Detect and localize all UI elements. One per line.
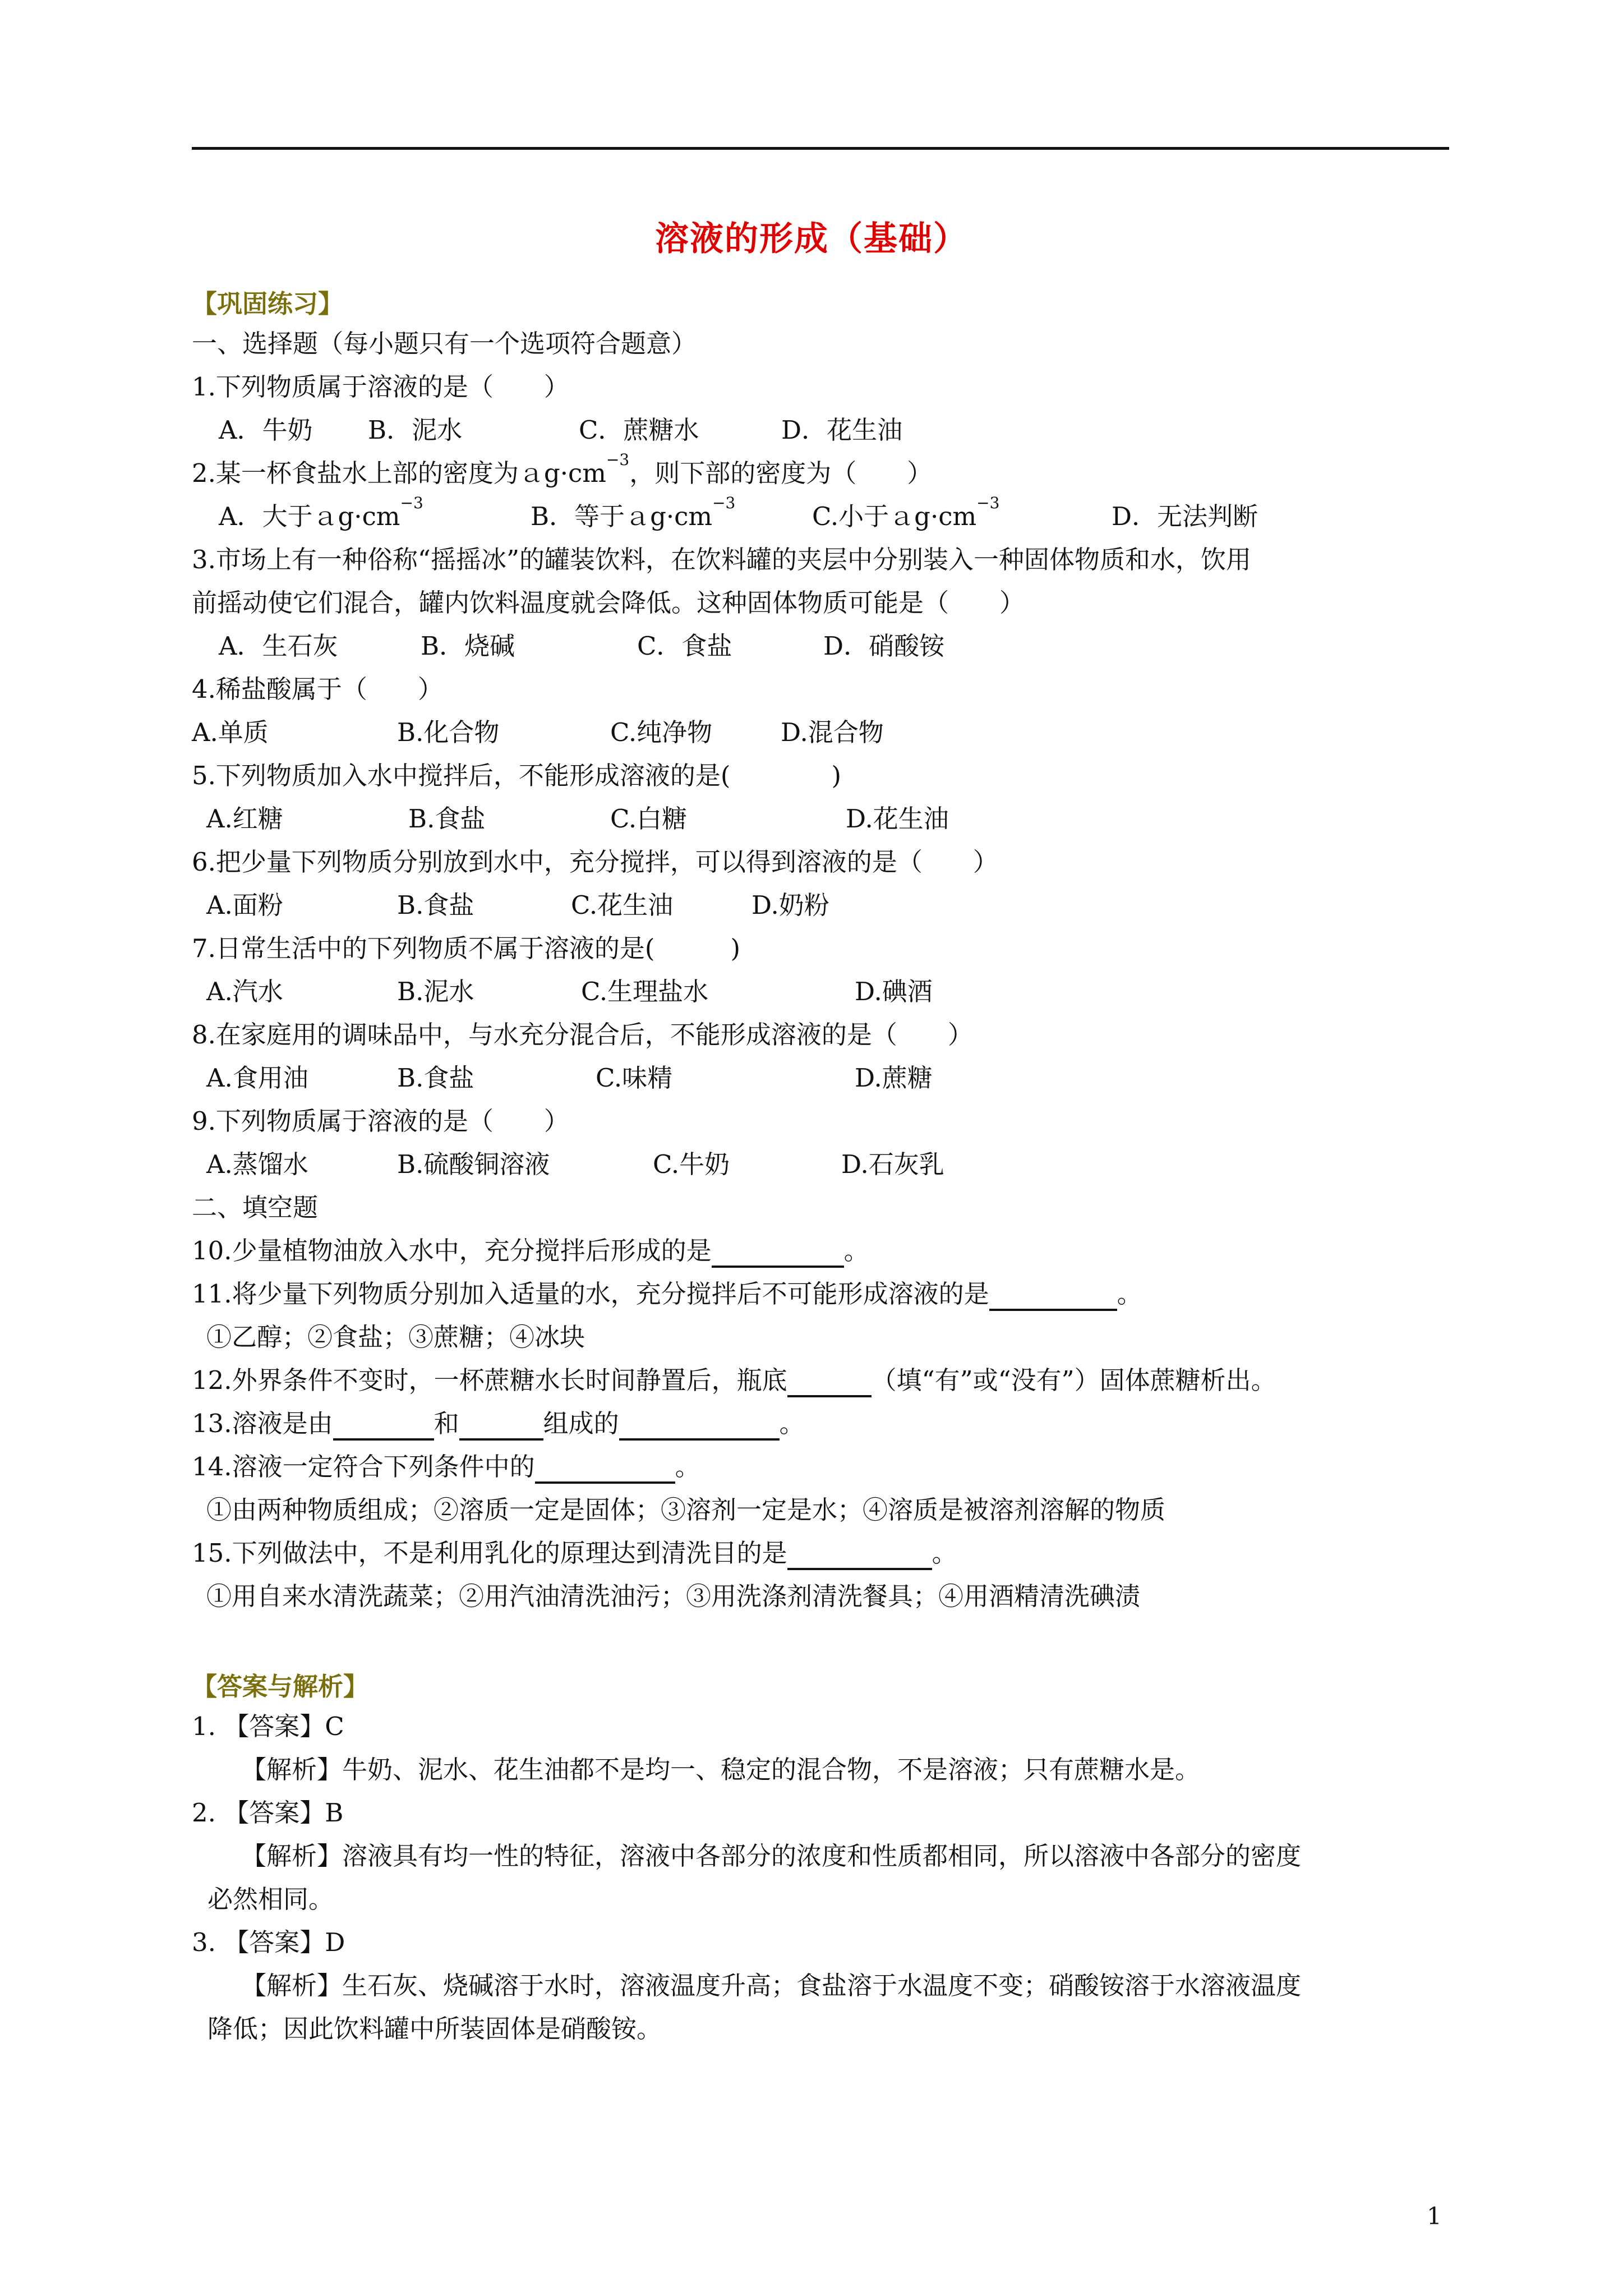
- q11-blank: [989, 1282, 1117, 1311]
- section2-heading: 二、填空题: [192, 1193, 319, 1222]
- q11: 11.将少量下列物质分别加入适量的水，充分搅拌后不可能形成溶液的是 。: [192, 1277, 1142, 1311]
- q9-option-d: D.石灰乳: [841, 1149, 944, 1179]
- q13-blank-2: [459, 1411, 543, 1441]
- q7-option-b: B.泥水: [397, 977, 474, 1006]
- q15-blank: [787, 1541, 932, 1570]
- explanation-3-line1: 【解析】生石灰、烧碱溶于水时，溶液温度升高；食盐溶于水温度不变；硝酸铵溶于水溶液温度: [241, 1971, 1302, 2000]
- q8-option-a: A.食用油: [206, 1063, 308, 1093]
- q4-option-d: D.混合物: [781, 717, 884, 747]
- q13: 13.溶液是由 和 组成的 。: [192, 1407, 805, 1441]
- q8-stem: 8.在家庭用的调味品中，与水充分混合后，不能形成溶液的是（ ）: [192, 1020, 973, 1050]
- q9-option-b: B.硫酸铜溶液: [397, 1149, 550, 1179]
- answers-header: 【答案与解析】: [192, 1672, 369, 1701]
- q6-stem: 6.把少量下列物质分别放到水中，充分搅拌，可以得到溶液的是（ ）: [192, 847, 998, 877]
- q14-blank: [535, 1455, 675, 1484]
- q6-option-c: C.花生油: [571, 890, 674, 920]
- q14-choices: ①由两种物质组成；②溶质一定是固体；③溶剂一定是水；④溶质是被溶剂溶解的物质: [206, 1495, 1166, 1525]
- q13-blank-1: [333, 1411, 434, 1441]
- q3-option-c: C．食盐: [637, 631, 732, 661]
- section1-heading: 一、选择题（每小题只有一个选项符合题意）: [192, 329, 697, 358]
- q6-option-d: D.奶粉: [751, 890, 829, 920]
- q9-stem: 9.下列物质属于溶液的是（ ）: [192, 1106, 569, 1136]
- q12-blank: [787, 1368, 872, 1397]
- q8-option-c: C.味精: [596, 1063, 673, 1093]
- q7-stem: 7.日常生活中的下列物质不属于溶液的是( ): [192, 933, 741, 963]
- answer-1: 1. 【答案】C: [192, 1711, 344, 1741]
- q9-option-c: C.牛奶: [653, 1149, 730, 1179]
- q5-option-b: B.食盐: [408, 804, 486, 834]
- q5-stem: 5.下列物质加入水中搅拌后，不能形成溶液的是( ): [192, 761, 842, 790]
- q13-blank-3: [619, 1411, 780, 1441]
- q14: 14.溶液一定符合下列条件中的 。: [192, 1450, 700, 1484]
- q6-option-b: B.食盐: [397, 890, 474, 920]
- q1-option-c: C．蔗糖水: [579, 415, 699, 445]
- q3-line2: 前摇动使它们混合，罐内饮料温度就会降低。这种固体物质可能是（ ）: [192, 588, 1025, 618]
- q8-option-b: B.食盐: [397, 1063, 474, 1093]
- q1-option-a: A．牛奶: [219, 415, 313, 445]
- explanation-2-line2: 必然相同。: [208, 1884, 334, 1914]
- q3-line1: 3.市场上有一种俗称“摇摇冰”的罐装饮料，在饮料罐的夹层中分别装入一种固体物质和水，饮用: [192, 545, 1251, 574]
- q7-option-c: C.生理盐水: [581, 977, 709, 1006]
- q10-blank: [712, 1239, 844, 1268]
- q7-option-a: A.汽水: [206, 977, 283, 1006]
- page-title: 溶液的形成（基础）: [655, 219, 968, 259]
- q4-option-c: C.纯净物: [610, 717, 713, 747]
- q2-option-b: B．等于$ag\cdot cm^{-3}$: [531, 494, 736, 531]
- practice-header: 【巩固练习】: [192, 289, 344, 319]
- q2-option-d: D．无法判断: [1112, 501, 1258, 531]
- q10: 10.少量植物油放入水中，充分搅拌后形成的是 。: [192, 1234, 869, 1268]
- q4-option-b: B.化合物: [397, 717, 500, 747]
- explanation-2-line1: 【解析】溶液具有均一性的特征，溶液中各部分的浓度和性质都相同，所以溶液中各部分的密度: [241, 1841, 1302, 1871]
- q5-option-c: C.白糖: [610, 804, 688, 834]
- q9-option-a: A.蒸馏水: [206, 1149, 308, 1179]
- q1-option-b: B．泥水: [368, 415, 463, 445]
- q8-option-d: D.蔗糖: [855, 1063, 933, 1093]
- q1-stem: 1.下列物质属于溶液的是（ ）: [192, 372, 569, 402]
- q15: 15.下列做法中，不是利用乳化的原理达到清洗目的是 。: [192, 1536, 957, 1570]
- q12: 12.外界条件不变时，一杯蔗糖水长时间静置后，瓶底 （填“有”或“没有”）固体蔗糖析出。: [192, 1364, 1276, 1397]
- q3-option-a: A．生石灰: [219, 631, 338, 661]
- q6-option-a: A.面粉: [206, 890, 283, 920]
- q5-option-d: D.花生油: [846, 804, 949, 834]
- answer-3: 3. 【答案】D: [192, 1927, 345, 1957]
- explanation-1: 【解析】牛奶、泥水、花生油都不是均一、稳定的混合物，不是溶液；只有蔗糖水是。: [241, 1755, 1201, 1784]
- q4-option-a: A.单质: [192, 717, 269, 747]
- q3-option-d: D．硝酸铵: [823, 631, 945, 661]
- explanation-3-line2: 降低；因此饮料罐中所装固体是硝酸铵。: [208, 2014, 662, 2044]
- q2-option-a: A．大于$ag\cdot cm^{-3}$: [219, 494, 423, 531]
- q2-stem: 2.某一杯食盐水上部的密度为$ag\cdot cm^{-3}$，则下部的密度为（ ）: [192, 450, 933, 488]
- q4-stem: 4.稀盐酸属于（ ）: [192, 674, 443, 704]
- answer-2: 2. 【答案】B: [192, 1798, 344, 1828]
- q1-option-d: D．花生油: [781, 415, 903, 445]
- page-number: 1: [1427, 2202, 1442, 2230]
- q11-choices: ①乙醇；②食盐；③蔗糖；④冰块: [206, 1322, 585, 1352]
- q7-option-d: D.碘酒: [855, 977, 933, 1006]
- q3-option-b: B．烧碱: [421, 631, 515, 661]
- header-rule: [192, 147, 1449, 150]
- q15-choices: ①用自来水清洗蔬菜；②用汽油清洗油污；③用洗涤剂清洗餐具；④用酒精清洗碘渍: [206, 1581, 1141, 1611]
- q5-option-a: A.红糖: [206, 804, 283, 834]
- q2-option-c: C.小于$ag\cdot cm^{-3}$: [812, 494, 1000, 531]
